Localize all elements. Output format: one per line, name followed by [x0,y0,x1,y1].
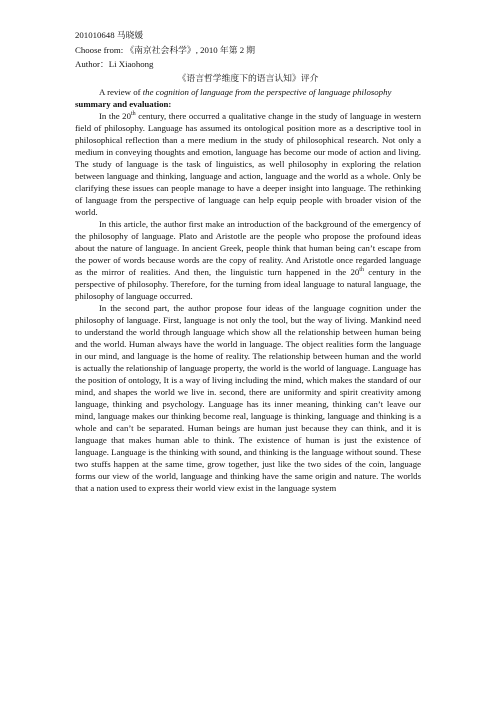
p1-text-b: century, there occurred a qualitative change in the study of language in western field of philosophy. Language has assumed its ontological position more as a descriptive tool in philosophical reflection than a mere medium in the study of philosophical research. Not only a medium in conveying thoughts and emotion, language has become our mode of action and living. The study of language is the task of linguistics, as well philosophy in exploring the relation between language and thinking, language and action, language and the world as a whole. Only be clarifying these issues can people manage to have a deeper insight into language. The rethinking of language from the perspective of language can help equip people with broader vision of the world. [75,111,421,217]
source-line: Choose from: 《南京社会科学》, 2010 年第 2 期 [75,44,256,55]
paragraph-2 [75,218,421,302]
review-prefix: A review of [99,87,143,97]
review-subtitle [75,86,421,98]
p1-superscript: th [130,111,136,118]
paragraph-3: In the second part, the author propose four ideas of the language cognition under the philosophy of language. First, language is not only the tool, but the way of living. Mankind need to understand the world through language which show all the relationship between human being and the world. Human always have the world in language. The object realities form the language in our mind, and language is the home of reality. The relationship between human and the world is actually the relationship of language property, the world is the world of language. Language has the position of ontology, It is a way of living including the mind, which makes the standard of our mind, and shapes the world we live in. second, there are uniformity and spirit creativity among language, thinking and psychology. Language has its inner meaning, thinking can’t leave our mind, language makes our thinking become real, language is thinking, language and thinking is a whole and can’t be separated. Human beings are human just because they can think, and it is language that makes human able to think. The existence of human is just the existence of language. Language is the thinking with sound, and thinking is the language without sound. These two stuffs happen at the same time, grow together, just like the two sides of the coin, language forms our view of the world, language and thinking have the same origin and nature. The worlds that a nation used to express their world view exist in the language system [75,303,421,493]
review-italic-title: the cognition of language from the perspective of language philosophy [142,87,392,97]
p1-text-a: In the 20 [99,111,131,121]
author-line: Author：Li Xiaohong [75,59,154,69]
p2-text-b: century in the perspective of philosophy. Therefore, for the turning from ideal language to natural language, the philosophy of language occurred. [75,267,421,301]
paragraph-1 [75,110,421,218]
document-header [75,28,435,72]
document-title: 《语言哲学维度下的语言认知》评介 [177,73,319,83]
student-id-line: 201010648 马晓媛 [75,30,144,40]
p2-superscript: th [359,267,364,274]
p2-text-a: In this article, the author first make an introduction of the background of the emergency of the philosophy of language. Plato and Aristotle are the people who propose the profound ideas about the nature of language. In ancient Greek, people think that human being can’t escape from the power of words because words are the copy of reality. And Aristotle once regarded language as the mirror of realities. And then, the linguistic turn happened in the 20 [75,219,421,277]
document-body [75,86,421,494]
section-heading: summary and evaluation: [75,99,172,109]
